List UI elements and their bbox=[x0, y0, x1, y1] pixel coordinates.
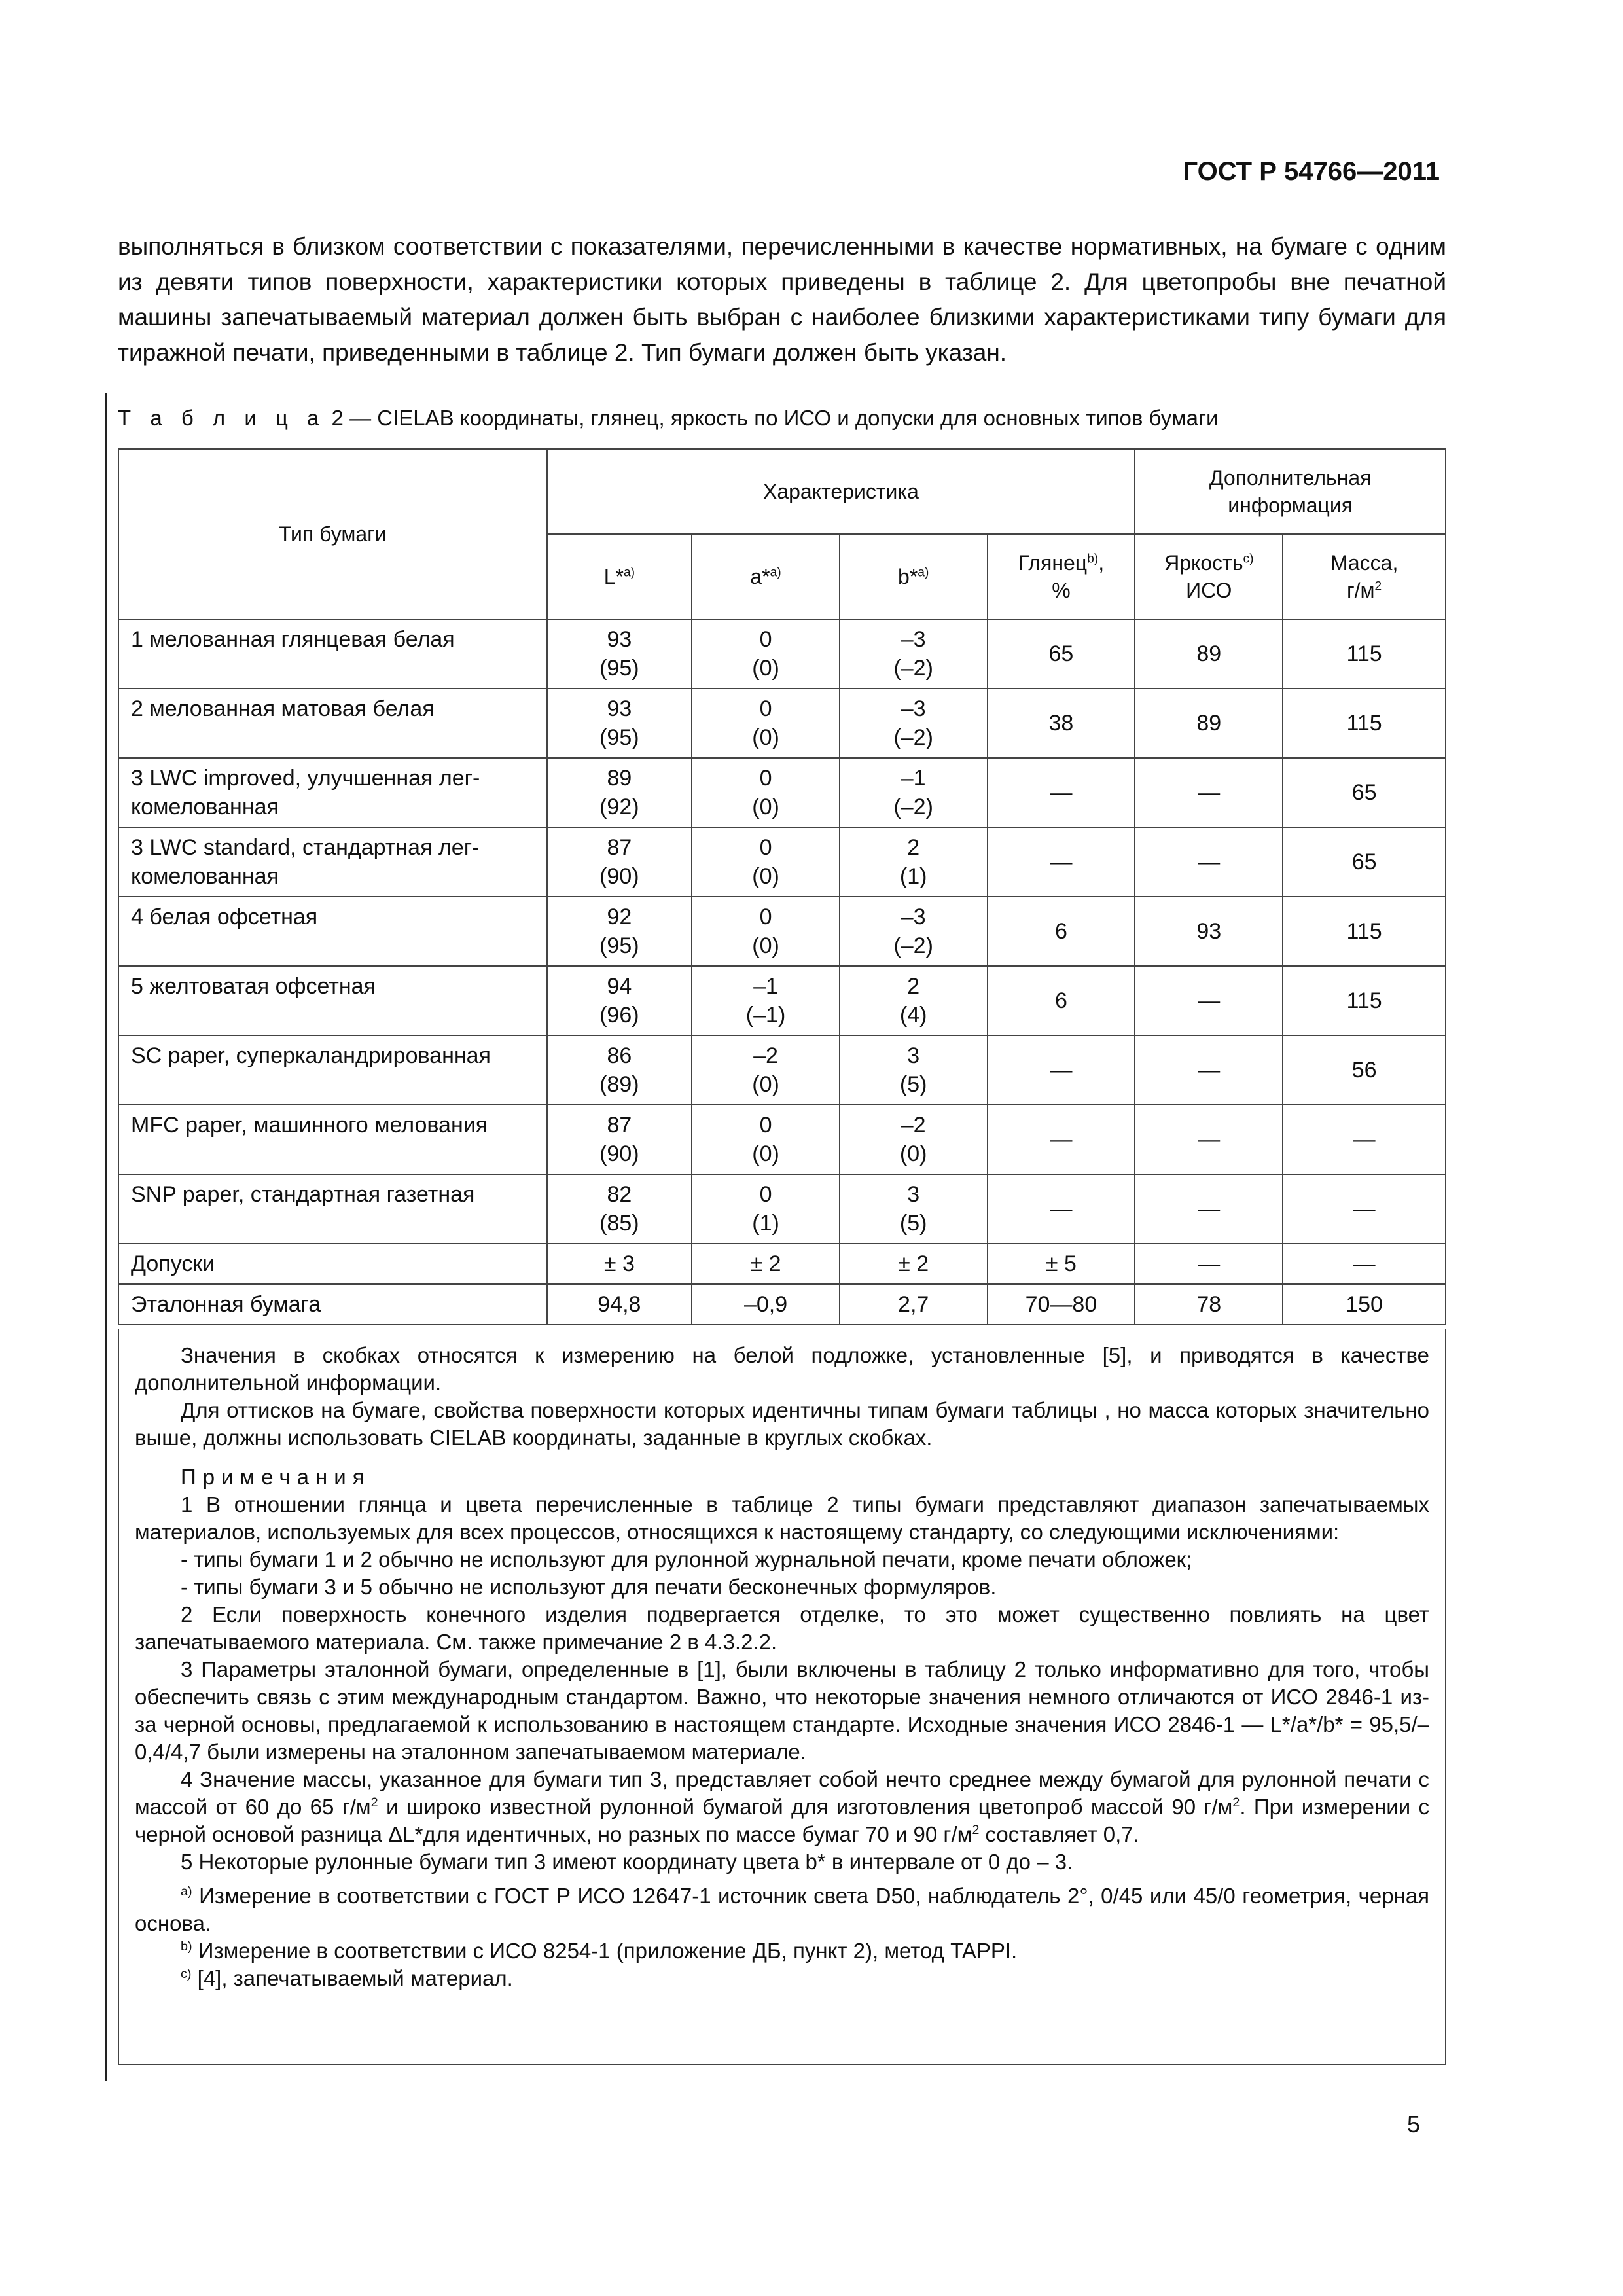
intro-text: выполняться в близком соответствии с показателями, перечисленными в качестве нормативных, на бумаге с одним из девяти типов поверхности, характеристики которых приведены в таблице 2. Для цветопробы вне печатной машины запечатываемый материал должен быть выбран с наиболее близкими характеристиками типу бумаги для тиражной печати, приведенными в таблице 2. Тип бумаги должен быть указан. bbox=[118, 233, 1446, 366]
note-2: 2 Если поверхность конечного изделия подвергается отделке, то это может существенно повлиять на цвет запечатываемого материала. См. также примечание 2 в 4.3.2.2. bbox=[135, 1602, 1429, 1654]
note-1: 1 В отношении глянца и цвета перечисленные в таблице 2 типы бумаги представляют диапазон запечатываемых материалов, используемых для всех процессов, относящихся к настоящему стандарту, со следующими исключениями: bbox=[135, 1492, 1429, 1544]
table-row bbox=[118, 689, 1446, 758]
cell-gloss: — bbox=[988, 758, 1135, 827]
notes-paragraph-1: Значения в скобках относятся к измерению на белой подложке, установленные [5], и приводятся в качестве дополнительной информации. bbox=[135, 1343, 1429, 1395]
paper-name: 5 желтоватая офсетная bbox=[118, 966, 547, 1035]
paper-name: 2 мелованная матовая белая bbox=[118, 689, 547, 758]
cell-b: 2 (1) bbox=[840, 827, 988, 897]
cell-mass: — bbox=[1283, 1105, 1446, 1174]
cell-a: ± 2 bbox=[692, 1244, 840, 1284]
cell-brightness: — bbox=[1135, 758, 1283, 827]
cell-brightness: — bbox=[1135, 1105, 1283, 1174]
cell-brightness: — bbox=[1135, 1244, 1283, 1284]
cell-L: ± 3 bbox=[547, 1244, 692, 1284]
cell-mass: 56 bbox=[1283, 1035, 1446, 1105]
tolerance-label: Допуски bbox=[118, 1244, 547, 1284]
page-number: 5 bbox=[1407, 2111, 1421, 2138]
paper-types-table bbox=[118, 448, 1446, 1325]
footnote-c: $^{c)}$ [4], запечатываемый материал. bbox=[181, 1966, 513, 1990]
cell-b: –3 (–2) bbox=[840, 619, 988, 689]
cell-b: –3 (–2) bbox=[840, 689, 988, 758]
table-row bbox=[118, 1174, 1446, 1244]
paper-name: 3 LWC improved, улучшенная лег- комелованная bbox=[118, 758, 547, 827]
cell-a: –1 (–1) bbox=[692, 966, 840, 1035]
intro-paragraph bbox=[118, 229, 1446, 370]
cell-a: 0 (0) bbox=[692, 1105, 840, 1174]
table-caption-prefix: Т а б л и ц а bbox=[118, 406, 326, 430]
cell-brightness: — bbox=[1135, 827, 1283, 897]
cell-L: 86 (89) bbox=[547, 1035, 692, 1105]
cell-L: 93 (95) bbox=[547, 619, 692, 689]
cell-L: 89 (92) bbox=[547, 758, 692, 827]
cell-b: ± 2 bbox=[840, 1244, 988, 1284]
paper-name: MFC paper, машинного мелования bbox=[118, 1105, 547, 1174]
cell-L: 94,8 bbox=[547, 1284, 692, 1325]
header-additional-line2: информация bbox=[1228, 493, 1353, 517]
cell-L: 92 (95) bbox=[547, 897, 692, 966]
cell-gloss: 6 bbox=[988, 966, 1135, 1035]
paper-name: 3 LWC standard, стандартная лег- комелованная bbox=[118, 827, 547, 897]
cell-mass: 115 bbox=[1283, 619, 1446, 689]
cell-gloss: — bbox=[988, 1174, 1135, 1244]
note-4: 4 Значение массы, указанное для бумаги тип 3, представляет собой нечто среднее между бумагой для рулонной печати с массой от 60 до 65 $г/м^2$ и широко известной рулонной бумагой для изготовления цветопроб массой 90 $г/м^2$. При измерении с черной основой разница ΔL*для идентичных, но разных по массе бумаг 70 и 90 $г/м^2$ составляет 0,7. bbox=[135, 1767, 1429, 1846]
cell-mass: 65 bbox=[1283, 758, 1446, 827]
header-brightness: Яркость$^{c)}$ ИСО bbox=[1135, 534, 1283, 619]
cell-a: 0 (0) bbox=[692, 897, 840, 966]
note-1-bullet-1: - типы бумаги 1 и 2 обычно не используют для рулонной журнальной печати, кроме печати обложек; bbox=[181, 1547, 1192, 1571]
table-notes bbox=[118, 1329, 1446, 2065]
reference-label: Эталонная бумага bbox=[118, 1284, 547, 1325]
paper-name: 4 белая офсетная bbox=[118, 897, 547, 966]
cell-brightness: 93 bbox=[1135, 897, 1283, 966]
cell-gloss: 65 bbox=[988, 619, 1135, 689]
cell-gloss: 70—80 bbox=[988, 1284, 1135, 1325]
cell-mass: 65 bbox=[1283, 827, 1446, 897]
cell-b: 2,7 bbox=[840, 1284, 988, 1325]
cell-mass: 150 bbox=[1283, 1284, 1446, 1325]
cell-a: –0,9 bbox=[692, 1284, 840, 1325]
cell-b: 3 (5) bbox=[840, 1174, 988, 1244]
footnote-a: $^{a)}$ Измерение в соответствии с ГОСТ Р ИСО 12647-1 источник света D50, наблюдатель 2°, 0/45 или 45/0 геометрия, черная основа. bbox=[135, 1884, 1429, 1935]
cell-mass: 115 bbox=[1283, 966, 1446, 1035]
header-characteristic: Характеристика bbox=[547, 449, 1135, 534]
header-additional-line1: Дополнительная bbox=[1209, 466, 1372, 490]
notes-paragraph-2: Для оттисков на бумаге, свойства поверхности которых идентичны типам бумаги таблицы , но масса которых значительно выше, должны использовать CIELAB координаты, заданные в круглых скобках. bbox=[135, 1398, 1429, 1450]
cell-a: 0 (0) bbox=[692, 689, 840, 758]
cell-mass: 115 bbox=[1283, 689, 1446, 758]
cell-b: –2 (0) bbox=[840, 1105, 988, 1174]
cell-a: –2 (0) bbox=[692, 1035, 840, 1105]
table-row bbox=[118, 827, 1446, 897]
reference-row bbox=[118, 1284, 1446, 1325]
cell-a: 0 (0) bbox=[692, 758, 840, 827]
cell-gloss: ± 5 bbox=[988, 1244, 1135, 1284]
cell-a: 0 (1) bbox=[692, 1174, 840, 1244]
cell-L: 87 (90) bbox=[547, 827, 692, 897]
table-row bbox=[118, 1105, 1446, 1174]
cell-brightness: 78 bbox=[1135, 1284, 1283, 1325]
cell-a: 0 (0) bbox=[692, 827, 840, 897]
paper-name: 1 мелованная глянцевая белая bbox=[118, 619, 547, 689]
cell-mass: — bbox=[1283, 1244, 1446, 1284]
cell-L: 82 (85) bbox=[547, 1174, 692, 1244]
note-1-bullet-2: - типы бумаги 3 и 5 обычно не используют для печати бесконечных формуляров. bbox=[181, 1575, 997, 1599]
cell-b: –1 (–2) bbox=[840, 758, 988, 827]
cell-gloss: 38 bbox=[988, 689, 1135, 758]
cell-a: 0 (0) bbox=[692, 619, 840, 689]
cell-brightness: 89 bbox=[1135, 689, 1283, 758]
table-row bbox=[118, 966, 1446, 1035]
table-caption bbox=[118, 406, 1218, 431]
table-caption-text: 2 — CIELAB координаты, глянец, яркость по ИСО и допуски для основных типов бумаги bbox=[325, 406, 1219, 430]
cell-L: 87 (90) bbox=[547, 1105, 692, 1174]
tolerance-row bbox=[118, 1244, 1446, 1284]
table-row bbox=[118, 1035, 1446, 1105]
note-3: 3 Параметры эталонной бумаги, определенные в [1], были включены в таблицу 2 только информативно для того, чтобы обеспечить связь с этим международным стандартом. Важно, что некоторые значения немного отличаются от ИСО 2846-1 из-за черной основы, предлагаемой к использованию в настоящем стандарте. Исходные значения ИСО 2846-1 — L*/a*/b* = 95,5/– 0,4/4,7 были измерены на эталонном запечатываемом материале. bbox=[135, 1657, 1429, 1764]
header-L: L*$^{a)}$ bbox=[547, 534, 692, 619]
header-mass: Масса, $г/м^2$ bbox=[1283, 534, 1446, 619]
cell-gloss: — bbox=[988, 1035, 1135, 1105]
table-row bbox=[118, 619, 1446, 689]
cell-brightness: — bbox=[1135, 1035, 1283, 1105]
notes-title: Примечания bbox=[181, 1465, 371, 1489]
cell-mass: — bbox=[1283, 1174, 1446, 1244]
footnote-b: $^{b)}$ Измерение в соответствии с ИСО 8254-1 (приложение ДБ, пункт 2), метод TAPPI. bbox=[181, 1939, 1018, 1963]
table-row bbox=[118, 758, 1446, 827]
cell-gloss: — bbox=[988, 1105, 1135, 1174]
header-additional bbox=[1135, 449, 1446, 534]
change-bar bbox=[105, 393, 107, 2081]
cell-L: 94 (96) bbox=[547, 966, 692, 1035]
paper-name: SNP paper, стандартная газетная bbox=[118, 1174, 547, 1244]
cell-b: 2 (4) bbox=[840, 966, 988, 1035]
cell-b: 3 (5) bbox=[840, 1035, 988, 1105]
cell-brightness: — bbox=[1135, 966, 1283, 1035]
cell-L: 93 (95) bbox=[547, 689, 692, 758]
header-gloss: Глянец$^{b)}$, % bbox=[988, 534, 1135, 619]
header-a: a*$^{a)}$ bbox=[692, 534, 840, 619]
cell-b: –3 (–2) bbox=[840, 897, 988, 966]
cell-mass: 115 bbox=[1283, 897, 1446, 966]
note-5: 5 Некоторые рулонные бумаги тип 3 имеют координату цвета b* в интервале от 0 до – 3. bbox=[181, 1850, 1073, 1874]
cell-gloss: — bbox=[988, 827, 1135, 897]
document-code: ГОСТ Р 54766—2011 bbox=[1183, 157, 1440, 186]
cell-gloss: 6 bbox=[988, 897, 1135, 966]
paper-name: SC paper, суперкаландрированная bbox=[118, 1035, 547, 1105]
header-b: b*$^{a)}$ bbox=[840, 534, 988, 619]
cell-brightness: — bbox=[1135, 1174, 1283, 1244]
header-paper-type: Тип бумаги bbox=[118, 449, 547, 619]
cell-brightness: 89 bbox=[1135, 619, 1283, 689]
table-row bbox=[118, 897, 1446, 966]
